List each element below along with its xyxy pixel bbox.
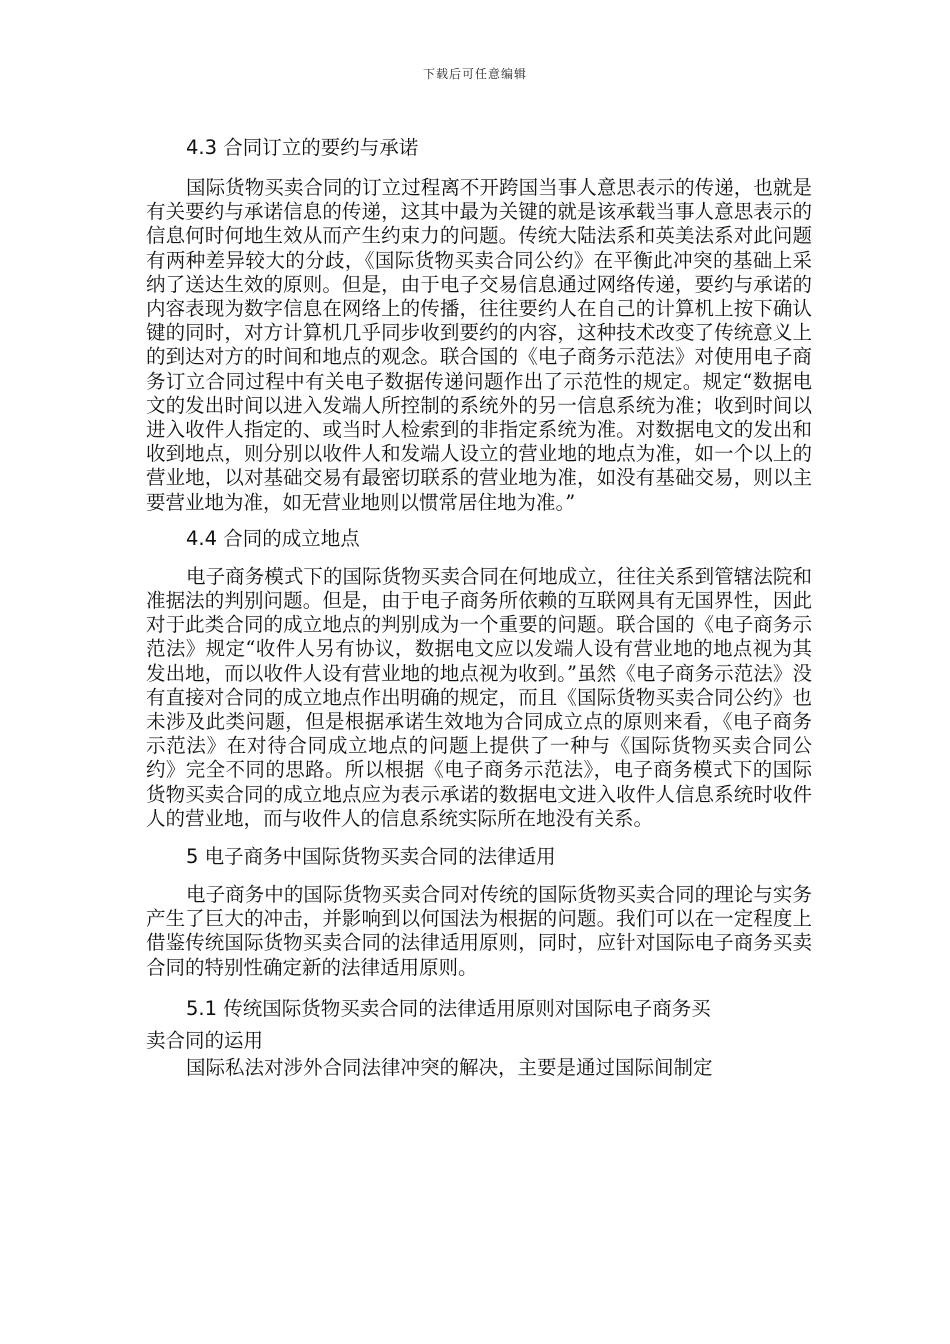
document-body (146, 134, 812, 1080)
section-heading-4-3: 4.3 合同订立的要约与承诺 (186, 136, 419, 159)
page-header-note: 下载后可任意编辑 (422, 67, 527, 81)
section-heading-5-1-line1: 5.1 传统国际货物买卖合同的法律适用原则对国际电子商务买 (186, 996, 711, 1020)
section-heading-4-4: 4.4 合同的成立地点 (186, 526, 360, 550)
section-paragraph-4-3: 国际货物买卖合同的订立过程离不开跨国当事人意思表示的传递，也就是有关要约与承诺信息的传递，这其中最为关键的就是该承载当事人意思表示的信息何时何地生效从而产生约束力的问题。传统大陆法系和英美法系对此问题有两种差异较大的分歧，《国际货物买卖合同公约》在平衡此冲突的基础上采纳了送达生效的原则。但是，由于电子交易信息通过网络传递，要约与承诺的内容表现为数字信息在网络上的传播，往往要约人在自己的计算机上按下确认键的同时，对方计算机几乎同步收到要约的内容，这种技术改变了传统意义上的到达对方的时间和地点的观念。联合国的《电子商务示范法》对使用电子商务订立合同过程中有关电子数据传递问题作出了示范性的规定。规定“数据电文的发出时间以进入发端人所控制的系统外的另一信息系统为准；收到时间以进入收件人指定的、或当时人检索到的非指定系统为准。对数据电文的发出和收到地点，则分别以收件人和发端人设立的营业地的地点为准，如一个以上的营业地，以对基础交易有最密切联系的营业地为准，如没有基础交易，则以主要营业地为准，如无营业地则以惯常居住地为准。” (146, 176, 812, 514)
section-heading-5: 5 电子商务中国际货物买卖合同的法律适用 (186, 845, 556, 869)
section-paragraph-4-4: 电子商务模式下的国际货物买卖合同在何地成立，往往关系到管辖法院和准据法的判别问题。但是，由于电子商务所依赖的互联网具有无国界性，因此对于此类合同的成立地点的判别成为一个重要的问题。联合国的《电子商务示范法》规定“收件人另有协议，数据电文应以发端人设有营业地的地点视为其发出地，而以收件人设有营业地的地点视为收到。”虽然《电子商务示范法》没有直接对合同的成立地点作出明确的规定，而且《国际货物买卖合同公约》也未涉及此类问题，但是根据承诺生效地为合同成立点的原则来看，《电子商务示范法》在对待合同成立地点的问题上提供了一种与《国际货物买卖合同公约》完全不同的思路。所以根据《电子商务示范法》，电子商务模式下的国际货物买卖合同的成立地点应为表示承诺的数据电文进入收件人信息系统时收件人的营业地，而与收件人的信息系统实际所在地没有关系。 (146, 564, 812, 830)
section-paragraph-5: 电子商务中的国际货物买卖合同对传统的国际货物买卖合同的理论与实务产生了巨大的冲击，并影响到以何国法为根据的问题。我们可以在一定程度上借鉴传统国际货物买卖合同的法律适用原则，同时，应针对国际电子商务买卖合同的特别性确定新的法律适用原则。 (146, 883, 812, 979)
section-heading-5-1 (146, 992, 812, 1056)
section-heading-5-1-line2: 卖合同的运用 (146, 1028, 264, 1052)
section-paragraph-5-1: 国际私法对涉外合同法律冲突的解决，主要是通过国际间制定 (186, 1055, 713, 1079)
